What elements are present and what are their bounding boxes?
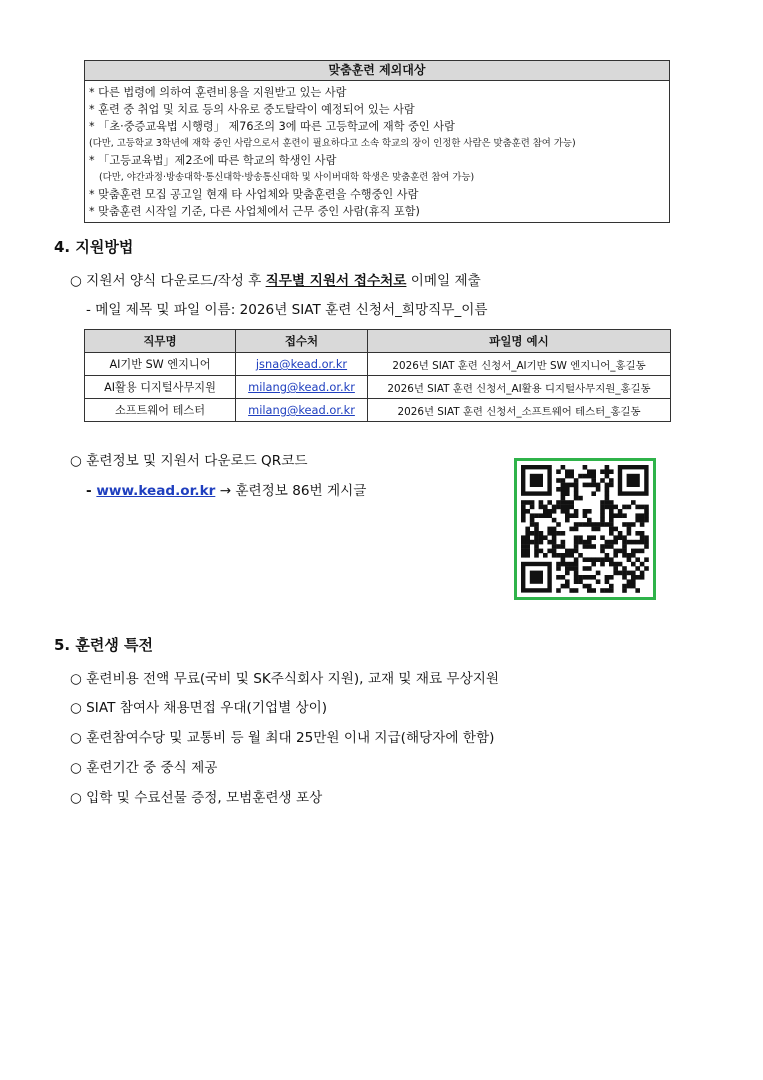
- exclusion-title: 맞춤훈련 제외대상: [85, 61, 669, 81]
- exclusion-item: * 맞춤훈련 모집 공고일 현재 타 사업체와 맞춤훈련을 수행중인 사람: [89, 188, 419, 201]
- table-row: [85, 353, 671, 376]
- website-line: [86, 479, 366, 499]
- filename-example: 2026년 SIAT 훈련 신청서_AI활용 디지털사무지원_홍길동: [368, 376, 671, 399]
- column-header-job: 직무명: [85, 330, 236, 353]
- email-link[interactable]: jsna@kead.or.kr: [236, 353, 368, 376]
- email-link[interactable]: milang@kead.or.kr: [236, 376, 368, 399]
- filename-example: 2026년 SIAT 훈련 신청서_AI기반 SW 엔지니어_홍길동: [368, 353, 671, 376]
- qr-info-line: ○ 훈련정보 및 지원서 다운로드 QR코드: [70, 453, 308, 469]
- table-row: [85, 376, 671, 399]
- qr-code[interactable]: [514, 458, 656, 600]
- exclusion-note: (다만, 고등학교 3학년에 재학 중인 사람으로서 훈련이 필요하다고 소속 학교의 장이 인정한 사람은 맞춤훈련 참여 가능): [89, 138, 576, 149]
- table-header-row: [85, 330, 671, 353]
- column-header-email: 접수처: [236, 330, 368, 353]
- website-suffix: → 훈련정보 86번 게시글: [215, 483, 367, 499]
- exclusion-item: * 맞춤훈련 시작일 기준, 다른 사업체에서 근무 중인 사람(휴직 포함): [89, 205, 420, 218]
- exclusion-list: [85, 81, 669, 222]
- job-table: [84, 329, 671, 422]
- table-row: [85, 399, 671, 422]
- exclusion-box: [84, 60, 670, 223]
- apply-instruction-post: 이메일 제출: [406, 273, 481, 289]
- website-dash: -: [86, 483, 97, 499]
- job-name: 소프트웨어 테스터: [85, 399, 236, 422]
- website-link[interactable]: www.kead.or.kr: [96, 483, 216, 499]
- exclusion-item: * 훈련 중 취업 및 치료 등의 사유로 중도탈락이 예정되어 있는 사람: [89, 103, 415, 116]
- exclusion-item: * 「고등교육법」제2조에 따른 학교의 학생인 사람: [89, 154, 337, 167]
- section-heading-apply: 4. 지원방법: [54, 238, 134, 256]
- job-name: AI활용 디지털사무지원: [85, 376, 236, 399]
- benefit-item: ○ 훈련참여수당 및 교통비 등 월 최대 25만원 이내 지급(해당자에 한함): [70, 730, 495, 746]
- job-name: AI기반 SW 엔지니어: [85, 353, 236, 376]
- benefit-item: ○ SIAT 참여사 채용면접 우대(기업별 상이): [70, 700, 328, 716]
- email-link[interactable]: milang@kead.or.kr: [236, 399, 368, 422]
- filename-example: 2026년 SIAT 훈련 신청서_소프트웨어 테스터_홍길동: [368, 399, 671, 422]
- exclusion-note: (다만, 야간과정·방송대학·통신대학·방송통신대학 및 사이버대학 학생은 맞춤훈련 참여 가능): [99, 172, 475, 183]
- benefit-item: ○ 훈련기간 중 중식 제공: [70, 760, 218, 776]
- qr-code-image: [517, 461, 653, 597]
- apply-instruction: [70, 269, 481, 289]
- exclusion-item: * 다른 법령에 의하여 훈련비용을 지원받고 있는 사람: [89, 86, 347, 99]
- benefit-item: ○ 훈련비용 전액 무료(국비 및 SK주식회사 지원), 교재 및 재료 무상지원: [70, 671, 499, 687]
- apply-instruction-emphasis: 직무별 지원서 접수처로: [265, 273, 407, 289]
- benefit-item: ○ 입학 및 수료선물 증정, 모범훈련생 포상: [70, 790, 323, 806]
- apply-instruction-pre: ○ 지원서 양식 다운로드/작성 후: [70, 273, 266, 289]
- column-header-filename: 파일명 예시: [368, 330, 671, 353]
- exclusion-item: * 「초·중증교육법 시행령」 제76조의 3에 따른 고등학교에 재학 중인 사람: [89, 120, 455, 133]
- mail-naming-rule: - 메일 제목 및 파일 이름: 2026년 SIAT 훈련 신청서_희망직무_이름: [86, 302, 488, 318]
- section-heading-benefits: 5. 훈련생 특전: [54, 636, 154, 654]
